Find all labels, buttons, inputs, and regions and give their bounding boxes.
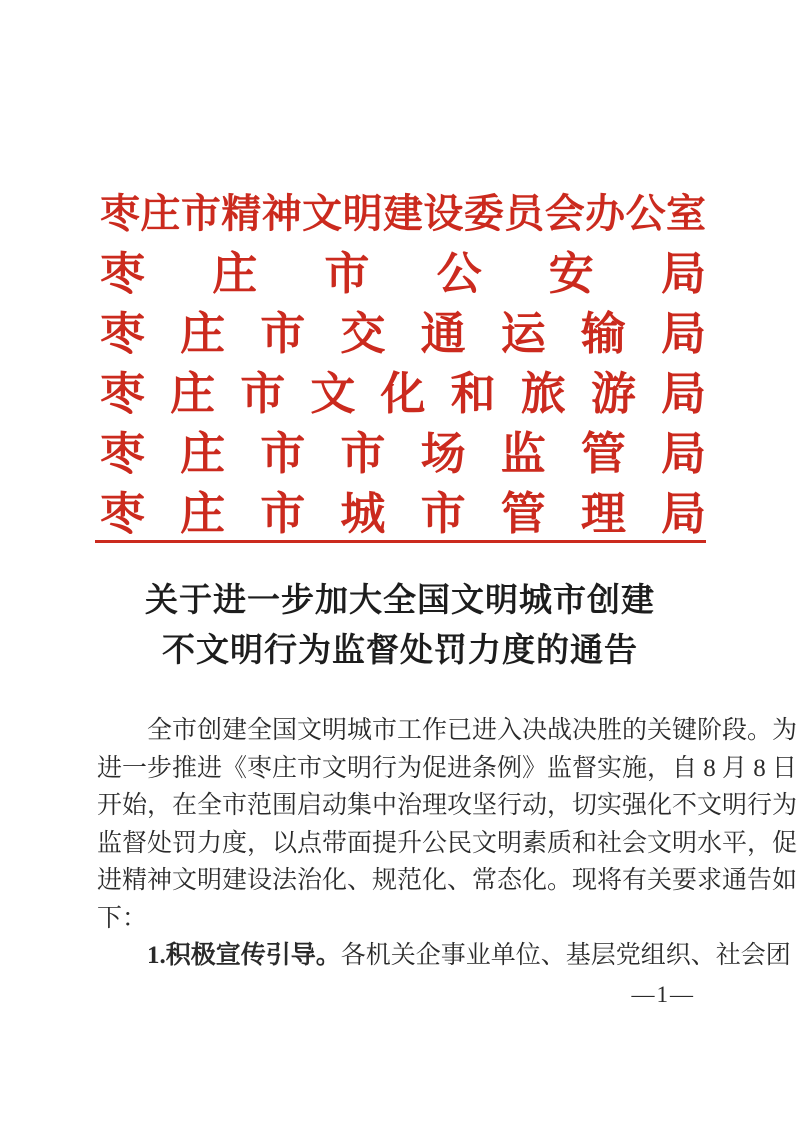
body-line-4: 监督处罚力度，以点带面提升公民文明素质和社会文明水平，促 xyxy=(97,829,798,857)
letterhead-org-line-4: 枣庄市文化和旅游局 xyxy=(100,369,706,419)
body-line-3: 开始，在全市范围启动集中治理攻坚行动，切实强化不文明行为 xyxy=(97,792,798,819)
letterhead-org-line-3: 枣庄市交通运输局 xyxy=(100,309,706,359)
letterhead-org-line-6: 枣庄市城市管理局 xyxy=(100,489,706,539)
body-line-5: 进精神文明建设法治化、规范化、常态化。现将有关要求通告如 xyxy=(97,867,798,894)
letterhead-org-line-1: 枣庄市精神文明建设委员会办公室 xyxy=(100,191,706,236)
page-number: —1— xyxy=(631,982,695,1007)
document-title xyxy=(0,576,800,676)
document-title-line-1: 关于进一步加大全国文明城市创建 xyxy=(145,583,655,619)
item-1-text: 各机关企事业单位、基层党组织、社会团 xyxy=(340,942,791,969)
letterhead xyxy=(100,184,706,544)
letterhead-divider-rule xyxy=(95,540,706,543)
letterhead-org-line-5: 枣庄市市场监管局 xyxy=(100,429,706,479)
letterhead-org-line-2: 枣庄市公安局 xyxy=(100,249,706,299)
document-body xyxy=(97,712,798,975)
document-title-line-2: 不文明行为监督处罚力度的通告 xyxy=(162,633,638,669)
body-line-1: 全市创建全国文明城市工作已进入决战决胜的关键阶段。为 xyxy=(147,717,798,744)
body-line-2: 进一步推进《枣庄市文明行为促进条例》监督实施，自 8 月 8 日 xyxy=(97,754,798,782)
body-line-6: 下： xyxy=(97,904,148,932)
item-1-heading: 1.积极宣传引导。 xyxy=(147,942,341,969)
body-line-7 xyxy=(97,937,791,975)
